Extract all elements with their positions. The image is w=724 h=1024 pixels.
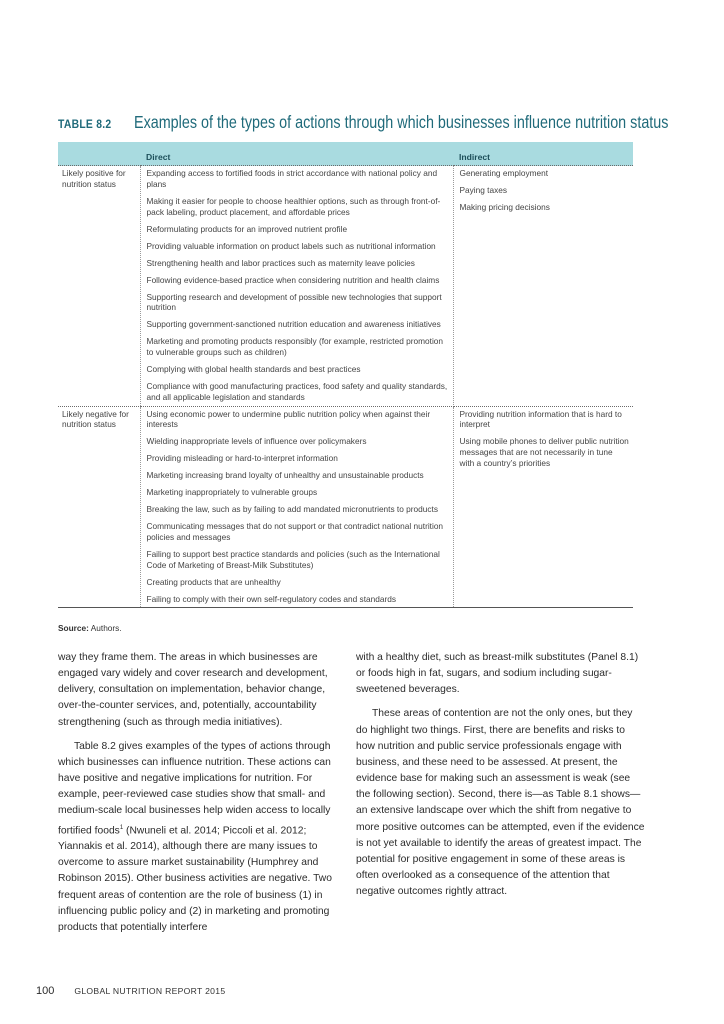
header-indirect: Indirect <box>453 142 633 166</box>
table-cell-item: Breaking the law, such as by failing to add mandated micronutrients to products <box>146 504 438 515</box>
report-title: GLOBAL NUTRITION REPORT 2015 <box>74 986 226 996</box>
table-label: TABLE 8.2 <box>58 119 112 131</box>
row-label-negative: Likely negative for nutrition status <box>58 406 140 608</box>
source-text: Authors. <box>88 623 122 633</box>
negative-indirect-cell <box>453 406 633 608</box>
table-cell-item: Strengthening health and labor practices such as maternity leave policies <box>146 257 415 268</box>
header-direct: Direct <box>140 142 453 166</box>
table-cell-item: Communicating messages that do not support or that contradict national nutrition policies and messages <box>146 521 444 542</box>
source-label: Source: <box>58 623 89 633</box>
table-cell-item: Reformulating products for an improved nutrient profile <box>146 223 348 234</box>
table-cell-item: Following evidence-based practice when considering nutrition and health claims <box>146 274 440 285</box>
row-label-positive: Likely positive for nutrition status <box>58 166 140 406</box>
actions-table <box>58 142 633 608</box>
table-cell-item: Creating products that are unhealthy <box>146 576 281 587</box>
table-row-negative <box>58 406 633 608</box>
table-cell-item: Paying taxes <box>459 185 508 196</box>
body-paragraph <box>58 739 348 936</box>
positive-direct-cell <box>140 166 453 406</box>
body-text: (Nwuneli et al. 2014; Piccoli et al. 2012; Yiannakis et al. 2014), although there are many issues to overcome to assure market sustainability (Humphrey and Robinson 2015). Other business activities are negative. Two frequent areas of contention are the role of business (1) in influencing public policy and (2) in marketing and promoting products that potentially interfere <box>58 824 332 933</box>
footnote-marker: 1 <box>119 824 124 831</box>
table-cell-item: Expanding access to fortified foods in strict accordance with national policy and plans <box>146 168 438 189</box>
table-cell-item: Marketing inappropriately to vulnerable groups <box>146 487 318 498</box>
table-cell-item: Using mobile phones to deliver public nutrition messages that are not necessarily in tune with a country’s priorities <box>459 436 629 468</box>
table-cell-item: Compliance with good manufacturing practices, food safety and quality standards, and all applicable legislation and standards <box>146 380 448 402</box>
table-heading <box>58 112 698 133</box>
table-row-positive <box>58 166 633 406</box>
table-cell-item: Providing misleading or hard-to-interpret information <box>146 453 338 464</box>
negative-direct-cell <box>140 406 453 608</box>
table-cell-item: Generating employment <box>459 168 549 179</box>
header-blank <box>58 142 140 166</box>
table-title: Examples of the types of actions through which businesses influence nutrition status <box>134 112 669 132</box>
table-cell-item: Providing valuable information on product labels such as nutritional information <box>146 240 436 251</box>
table-cell-item: Using economic power to undermine public nutrition policy when against their interests <box>146 408 431 430</box>
page-number: 100 <box>36 985 55 997</box>
page-footer <box>36 985 225 997</box>
table-cell-item: Marketing increasing brand loyalty of unhealthy and unsustainable products <box>146 470 424 481</box>
body-paragraph: way they frame them. The areas in which businesses are engaged vary widely and cover research and development, delivery, consultation on implementation, behavior change, over-the-counter services, and, potentially, accountability strengthening (such as through media initiatives). <box>58 652 328 728</box>
table-header-row <box>58 142 633 166</box>
body-column-right <box>356 650 646 900</box>
table-cell-item: Supporting government-sanctioned nutrition education and awareness initiatives <box>146 319 441 330</box>
table-cell-item: Wielding inappropriate levels of influence over policymakers <box>146 436 367 447</box>
table-source <box>58 623 122 633</box>
table-cell-item: Failing to comply with their own self-regulatory codes and standards <box>146 593 396 604</box>
body-paragraph: with a healthy diet, such as breast-milk substitutes (Panel 8.1) or foods high in fat, sugars, and sodium including sugar-sweetened beverages. <box>356 652 639 696</box>
body-paragraph: These areas of contention are not the only ones, but they do highlight two things. First, there are benefits and risks to how nutrition and public service professionals engage with business, and these need to be assessed. At present, the evidence base for making such an assessment is weak (see the following section). Second, there is—as Table 8.1 shows—an extensive landscape over which the shift from negative to more positive outcomes can be attempted, even if the evidence is not yet available to identify the areas of greatest impact. The potential for positive engagement in some of these areas is often overlooked as a consequence of the attention that negative outcomes rightly attract. <box>356 708 645 898</box>
table-cell-item: Providing nutrition information that is hard to interpret <box>459 408 622 430</box>
table-cell-item: Failing to support best practice standards and policies (such as the International Code of Marketing of Breast-Milk Substitutes) <box>146 548 440 570</box>
body-text: Table 8.2 gives examples of the types of actions through which businesses can influence nutrition. These actions can have positive and negative implications for nutrition. For example, peer-reviewed case studies show that small- and medium-scale local businesses help widen access to locally fortified foods <box>58 740 331 836</box>
table-cell-item: Making pricing decisions <box>459 202 550 213</box>
body-column-left <box>58 650 348 936</box>
table-cell-item: Marketing and promoting products responsibly (for example, restricted promotion to vulnerable groups such as children) <box>146 336 444 358</box>
table-cell-item: Making it easier for people to choose healthier options, such as through front-of-pack labeling, product placement, and affordable prices <box>146 195 441 217</box>
table-cell-item: Supporting research and development of possible new technologies that support nutrition <box>146 291 442 313</box>
positive-indirect-cell <box>453 166 633 406</box>
table-cell-item: Complying with global health standards and best practices <box>146 364 361 375</box>
